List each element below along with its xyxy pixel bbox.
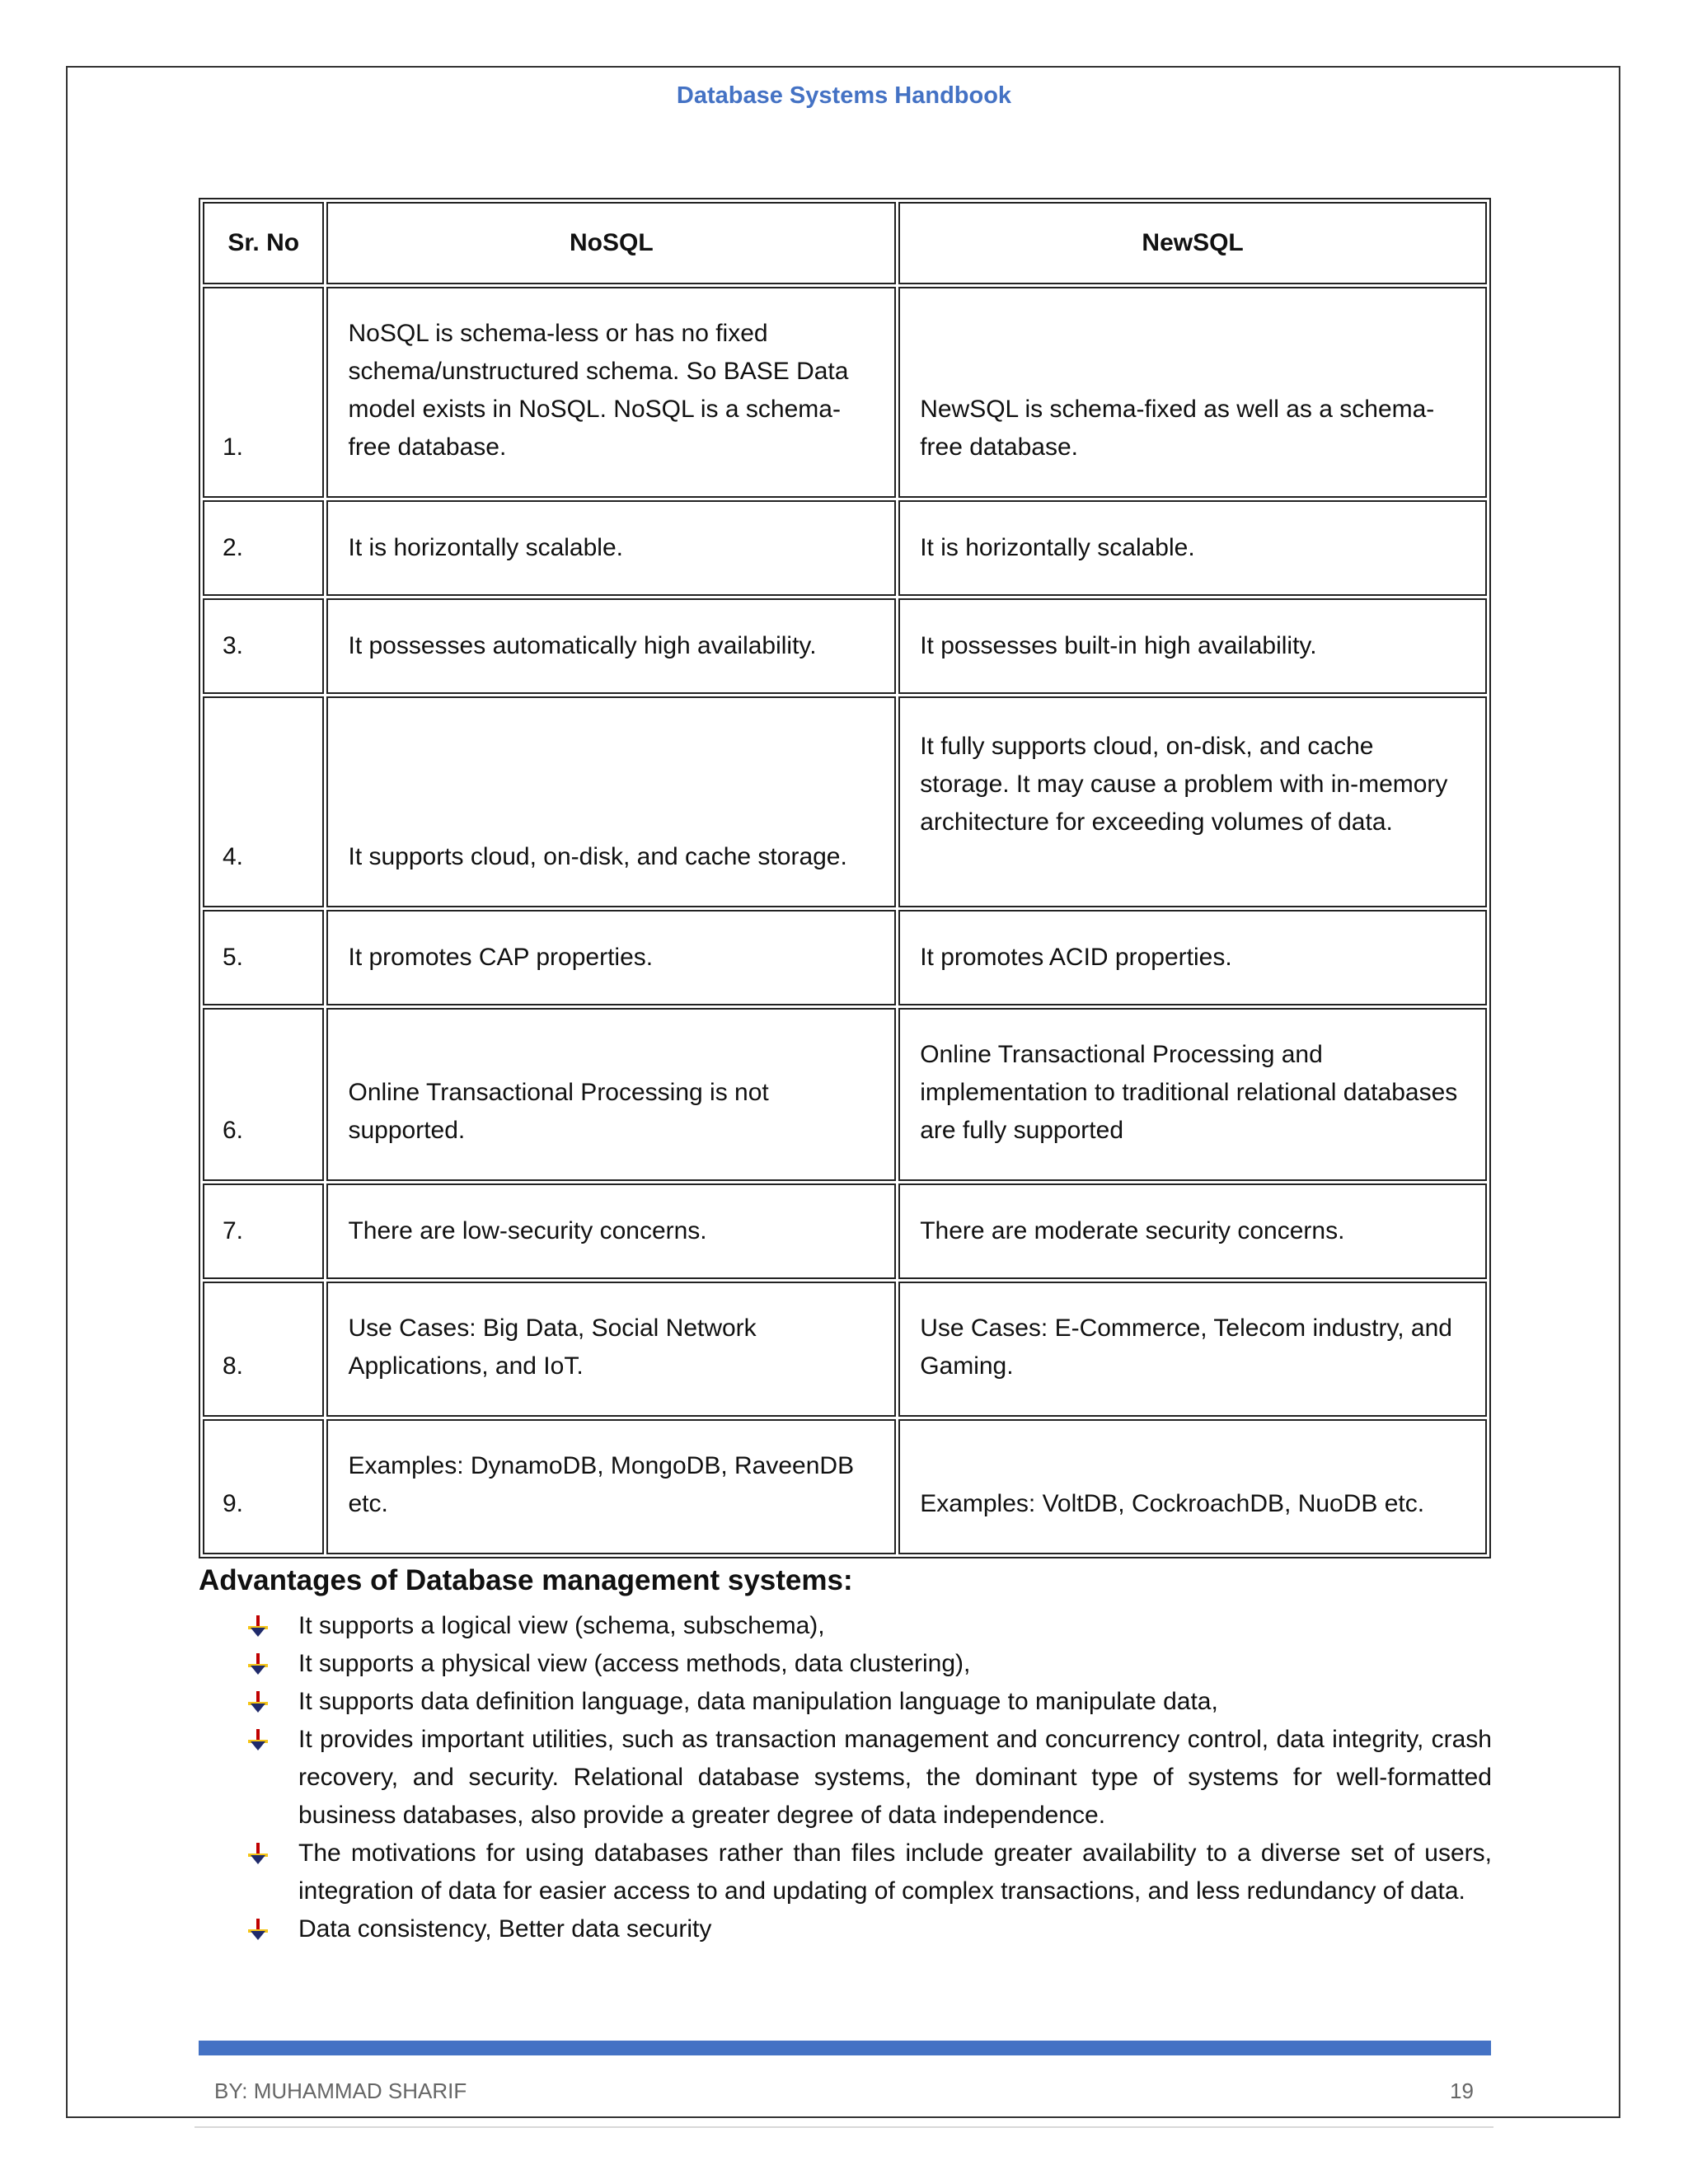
arrow-down-bullet-icon <box>247 1615 269 1637</box>
header-sr-no: Sr. No <box>203 202 324 284</box>
row-number: 8. <box>203 1282 324 1417</box>
newsql-cell: Online Transactional Processing and implementation to traditional relational databases are fully supported <box>898 1008 1487 1181</box>
nosql-newsql-comparison-table <box>199 198 1491 1558</box>
list-item-text: It provides important utilities, such as transaction management and concurrency control, data integrity, crash recovery, and security. Relational database systems, the dominant type of systems for well-formatted business databases, also provide a greater degree of data independence. <box>298 1726 1492 1829</box>
list-item-text: The motivations for using databases rather than files include greater availability to a diverse set of users, integration of data for easier access to and updating of complex transactions, and less redundancy of data. <box>298 1840 1492 1905</box>
arrow-down-bullet-icon <box>247 1691 269 1713</box>
nosql-cell: It promotes CAP properties. <box>326 910 896 1005</box>
nosql-cell: It supports cloud, on-disk, and cache storage. <box>326 696 896 907</box>
nosql-cell: There are low-security concerns. <box>326 1183 896 1279</box>
row-number: 9. <box>203 1419 324 1554</box>
nosql-cell: Online Transactional Processing is not supported. <box>326 1008 896 1181</box>
arrow-down-bullet-icon <box>247 1843 269 1864</box>
table-header-row <box>203 202 1487 284</box>
list-item <box>247 1683 1492 1721</box>
row-number: 7. <box>203 1183 324 1279</box>
row-number: 6. <box>203 1008 324 1181</box>
page-header-title: Database Systems Handbook <box>676 82 1012 109</box>
list-item-text: Data consistency, Better data security <box>298 1915 712 1943</box>
footer-author: BY: MUHAMMAD SHARIF <box>214 2079 467 2103</box>
table-row <box>203 287 1487 498</box>
row-number: 2. <box>203 500 324 596</box>
table-row <box>203 1183 1487 1279</box>
row-number: 1. <box>203 287 324 498</box>
header-newsql: NewSQL <box>898 202 1487 284</box>
newsql-cell: Use Cases: E-Commerce, Telecom industry, and Gaming. <box>898 1282 1487 1417</box>
table-row <box>203 696 1487 907</box>
newsql-cell: It possesses built-in high availability. <box>898 598 1487 694</box>
table-row <box>203 1008 1487 1181</box>
header-nosql: NoSQL <box>326 202 896 284</box>
row-number: 3. <box>203 598 324 694</box>
advantages-heading: Advantages of Database management systems: <box>199 1564 853 1596</box>
footer-accent-bar <box>199 2041 1491 2055</box>
list-item <box>247 1645 1492 1683</box>
nosql-cell: Examples: DynamoDB, MongoDB, RaveenDB etc. <box>326 1419 896 1554</box>
nosql-cell: Use Cases: Big Data, Social Network Applications, and IoT. <box>326 1282 896 1417</box>
advantages-list <box>247 1607 1492 1948</box>
table-row <box>203 500 1487 596</box>
row-number: 4. <box>203 696 324 907</box>
list-item-text: It supports a physical view (access methods, data clustering), <box>298 1650 971 1677</box>
table-row <box>203 1282 1487 1417</box>
table-row <box>203 598 1487 694</box>
list-item-text: It supports a logical view (schema, subschema), <box>298 1612 825 1639</box>
footer-page-number: 19 <box>1450 2079 1474 2103</box>
table-row <box>203 910 1487 1005</box>
newsql-cell: It is horizontally scalable. <box>898 500 1487 596</box>
nosql-cell: NoSQL is schema-less or has no fixed schema/unstructured schema. So BASE Data model exists in NoSQL. NoSQL is a schema-free database. <box>326 287 896 498</box>
newsql-cell: There are moderate security concerns. <box>898 1183 1487 1279</box>
arrow-down-bullet-icon <box>247 1729 269 1750</box>
newsql-cell: It promotes ACID properties. <box>898 910 1487 1005</box>
newsql-cell: Examples: VoltDB, CockroachDB, NuoDB etc. <box>898 1419 1487 1554</box>
list-item <box>247 1607 1492 1645</box>
table-row <box>203 1419 1487 1554</box>
row-number: 5. <box>203 910 324 1005</box>
list-item <box>247 1910 1492 1948</box>
footer-divider <box>195 2126 1493 2128</box>
list-item <box>247 1721 1492 1835</box>
list-item <box>247 1835 1492 1910</box>
arrow-down-bullet-icon <box>247 1919 269 1940</box>
list-item-text: It supports data definition language, data manipulation language to manipulate data, <box>298 1688 1218 1715</box>
newsql-cell: It fully supports cloud, on-disk, and cache storage. It may cause a problem with in-memory architecture for exceeding volumes of data. <box>898 696 1487 907</box>
nosql-cell: It is horizontally scalable. <box>326 500 896 596</box>
newsql-cell: NewSQL is schema-fixed as well as a schema-free database. <box>898 287 1487 498</box>
arrow-down-bullet-icon <box>247 1653 269 1675</box>
nosql-cell: It possesses automatically high availability. <box>326 598 896 694</box>
